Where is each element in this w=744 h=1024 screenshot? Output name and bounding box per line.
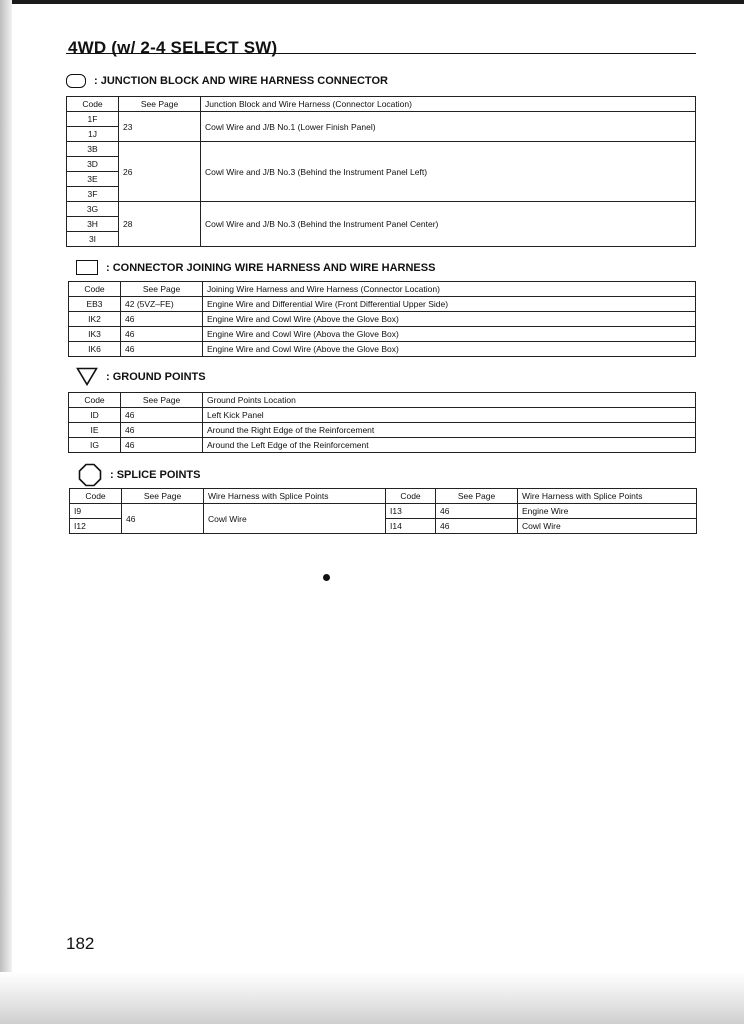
table-header-row <box>69 282 696 297</box>
code-cell: 3H <box>67 217 119 232</box>
ground-table <box>68 392 696 453</box>
code-cell: 1F <box>67 112 119 127</box>
location-cell: Around the Left Edge of the Reinforcement <box>203 438 696 453</box>
square-icon <box>76 260 98 275</box>
connector-heading-text: : CONNECTOR JOINING WIRE HARNESS AND WIRE HARNESS <box>106 261 436 274</box>
ground-heading-text: : GROUND POINTS <box>106 370 206 383</box>
page-title: 4WD (w/ 2-4 SELECT SW) <box>68 38 278 57</box>
location-cell: Left Kick Panel <box>203 408 696 423</box>
harness-cell: Engine Wire <box>518 504 697 519</box>
page-number: 182 <box>66 934 95 953</box>
ink-spot <box>323 574 330 581</box>
code-cell: 3B <box>67 142 119 157</box>
table-row <box>69 438 696 453</box>
page-cell: 28 <box>119 202 201 247</box>
page-cell: 23 <box>119 112 201 142</box>
splice-heading-text: : SPLICE POINTS <box>110 469 201 481</box>
scan-top-edge <box>0 0 744 4</box>
header-see-page: See Page <box>121 393 203 408</box>
code-cell: 1J <box>67 127 119 142</box>
page-cell: 46 <box>122 504 204 534</box>
scan-left-shadow <box>0 0 12 1024</box>
table-row <box>69 297 696 312</box>
table-row <box>70 504 697 519</box>
code-cell: IK2 <box>69 312 121 327</box>
code-cell: 3D <box>67 157 119 172</box>
code-cell: IG <box>69 438 121 453</box>
splice-table <box>69 488 697 534</box>
rounded-rectangle-icon <box>66 74 86 88</box>
page-cell: 26 <box>119 142 201 202</box>
code-cell: I9 <box>70 504 122 519</box>
table-row <box>69 423 696 438</box>
header-see-page: See Page <box>119 97 201 112</box>
header-see-page: See Page <box>122 489 204 504</box>
page-cell: 46 <box>121 408 203 423</box>
page-cell: 46 <box>121 327 203 342</box>
location-cell: Cowl Wire and J/B No.3 (Behind the Instrument Panel Center) <box>201 202 696 247</box>
page-cell: 46 <box>121 342 203 357</box>
header-code: Code <box>69 393 121 408</box>
code-cell: I14 <box>386 519 436 534</box>
header-see-page: See Page <box>436 489 518 504</box>
table-row <box>67 142 696 157</box>
triangle-down-icon <box>76 367 98 386</box>
page-cell: 42 (5VZ–FE) <box>121 297 203 312</box>
table-header-row <box>70 489 697 504</box>
header-harness: Wire Harness with Splice Points <box>204 489 386 504</box>
header-harness: Wire Harness with Splice Points <box>518 489 697 504</box>
scan-bottom-shadow <box>0 972 744 1024</box>
header-see-page: See Page <box>121 282 203 297</box>
code-cell: IE <box>69 423 121 438</box>
location-cell: Cowl Wire and J/B No.1 (Lower Finish Panel) <box>201 112 696 142</box>
title-underline <box>66 53 696 54</box>
junction-heading-text: : JUNCTION BLOCK AND WIRE HARNESS CONNECTOR <box>94 75 388 87</box>
octagon-icon <box>78 463 102 487</box>
header-code: Code <box>70 489 122 504</box>
ground-heading <box>76 367 206 386</box>
table-header-row <box>67 97 696 112</box>
table-row <box>69 408 696 423</box>
location-cell: Engine Wire and Cowl Wire (Above the Glove Box) <box>203 342 696 357</box>
page-cell: 46 <box>121 312 203 327</box>
table-row <box>67 112 696 127</box>
code-cell: ID <box>69 408 121 423</box>
code-cell: I13 <box>386 504 436 519</box>
location-cell: Around the Right Edge of the Reinforcement <box>203 423 696 438</box>
junction-table <box>66 96 696 247</box>
header-location: Junction Block and Wire Harness (Connector Location) <box>201 97 696 112</box>
location-cell: Engine Wire and Differential Wire (Front Differential Upper Side) <box>203 297 696 312</box>
location-cell: Engine Wire and Cowl Wire (Above the Glove Box) <box>203 312 696 327</box>
code-cell: IK6 <box>69 342 121 357</box>
code-cell: 3I <box>67 232 119 247</box>
table-row <box>69 342 696 357</box>
header-location: Joining Wire Harness and Wire Harness (Connector Location) <box>203 282 696 297</box>
code-cell: 3F <box>67 187 119 202</box>
header-location: Ground Points Location <box>203 393 696 408</box>
table-row <box>69 327 696 342</box>
table-row <box>67 202 696 217</box>
code-cell: 3E <box>67 172 119 187</box>
code-cell: IK3 <box>69 327 121 342</box>
page-cell: 46 <box>121 438 203 453</box>
table-row <box>69 312 696 327</box>
connector-heading <box>76 260 435 275</box>
page-cell: 46 <box>121 423 203 438</box>
header-code: Code <box>386 489 436 504</box>
location-cell: Cowl Wire and J/B No.3 (Behind the Instrument Panel Left) <box>201 142 696 202</box>
splice-heading <box>78 463 200 487</box>
code-cell: 3G <box>67 202 119 217</box>
page-cell: 46 <box>436 519 518 534</box>
page-cell: 46 <box>436 504 518 519</box>
header-code: Code <box>67 97 119 112</box>
code-cell: EB3 <box>69 297 121 312</box>
harness-cell: Cowl Wire <box>518 519 697 534</box>
location-cell: Engine Wire and Cowl Wire (Abova the Glove Box) <box>203 327 696 342</box>
table-header-row <box>69 393 696 408</box>
header-code: Code <box>69 282 121 297</box>
harness-cell: Cowl Wire <box>204 504 386 534</box>
code-cell: I12 <box>70 519 122 534</box>
junction-heading <box>66 74 388 88</box>
connector-table <box>68 281 696 357</box>
